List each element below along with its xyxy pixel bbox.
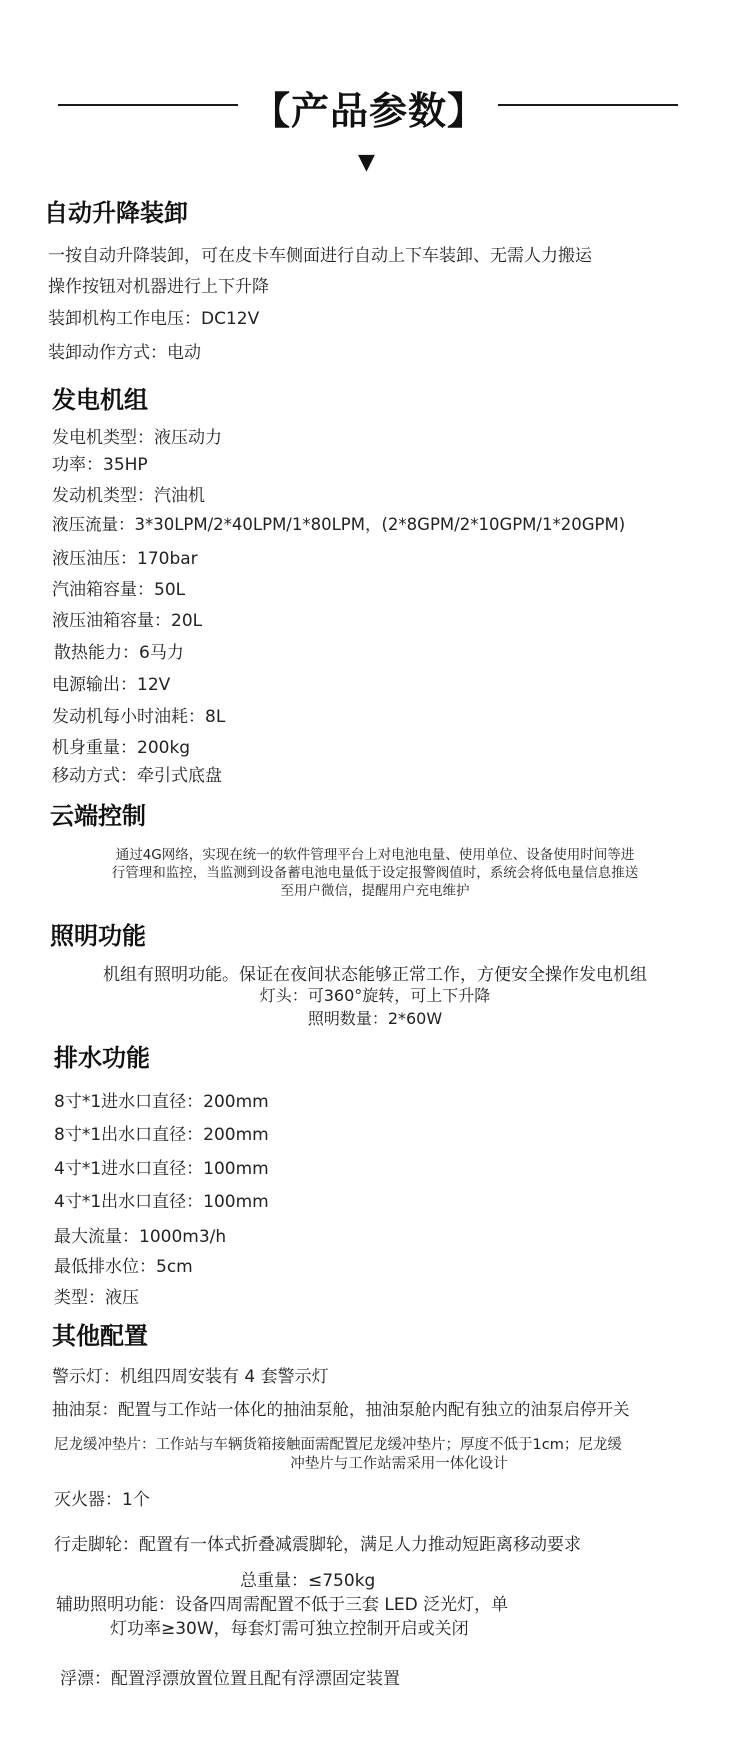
lighting-line: 灯头：可360°旋转，可上下升降 (259, 986, 491, 1005)
spec-line: 冲垫片与工作站需采用一体化设计 (290, 1456, 508, 1472)
section-heading-lighting: 照明功能 (50, 922, 146, 950)
spec-line: 散热能力：6马力 (54, 643, 184, 663)
down-arrow-icon: ▼ (358, 150, 375, 175)
spec-line: 抽油泵：配置与工作站一体化的抽油泵舱，抽油泵舱内配有独立的油泵启停开关 (52, 1400, 630, 1419)
spec-line: 浮漂：配置浮漂放置位置且配有浮漂固定装置 (60, 1669, 400, 1689)
page-title: 【产品参数】 (252, 89, 487, 133)
section-heading-cloud-control: 云端控制 (50, 802, 146, 830)
lighting-line: 照明数量：2*60W (307, 1009, 443, 1028)
spec-line: 机身重量：200kg (52, 738, 191, 758)
spec-line: 8寸*1出水口直径：200mm (54, 1125, 269, 1145)
spec-line: 发动机类型：汽油机 (52, 486, 205, 506)
spec-line: 发电机类型：液压动力 (52, 428, 222, 448)
spec-line: 功率：35HP (52, 455, 148, 475)
cloud-desc-line: 行管理和监控，当监测到设备蓄电池电量低于设定报警阀值时，系统会将低电量信息推送 (111, 865, 639, 881)
section-heading-other-config: 其他配置 (52, 1322, 148, 1350)
spec-line: 最低排水位：5cm (54, 1257, 193, 1277)
spec-line: 液压油箱容量：20L (52, 611, 203, 631)
spec-line: 一按自动升降装卸，可在皮卡车侧面进行自动上下车装卸、无需人力搬运 (48, 246, 592, 266)
title-rule-left (58, 104, 238, 106)
spec-line: 辅助照明功能：设备四周需配置不低于三套 LED 泛光灯，单 (56, 1595, 509, 1615)
title-rule-right (498, 104, 678, 106)
section-heading-drainage: 排水功能 (54, 1044, 150, 1072)
spec-line: 行走脚轮：配置有一体式折叠减震脚轮，满足人力推动短距离移动要求 (54, 1535, 581, 1555)
spec-line: 4寸*1出水口直径：100mm (54, 1192, 269, 1212)
spec-line: 发动机每小时油耗：8L (52, 707, 226, 727)
spec-line: 尼龙缓冲垫片：工作站与车辆货箱接触面需配置尼龙缓冲垫片；厚度不低于1cm；尼龙缓 (54, 1437, 622, 1453)
spec-line: 类型：液压 (54, 1288, 139, 1308)
spec-line: 操作按钮对机器进行上下升降 (48, 277, 269, 297)
spec-line: 液压油压：170bar (52, 549, 198, 569)
cloud-desc-line: 至用户微信，提醒用户充电维护 (280, 883, 470, 899)
spec-line: 总重量：≤750kg (240, 1571, 376, 1591)
spec-line: 警示灯：机组四周安装有 4 套警示灯 (52, 1367, 329, 1387)
spec-line: 汽油箱容量：50L (52, 580, 186, 600)
spec-line: 电源输出：12V (52, 675, 171, 695)
spec-line: 灯功率≥30W，每套灯需可独立控制开启或关闭 (110, 1619, 469, 1639)
section-heading-generator: 发电机组 (52, 386, 148, 414)
spec-line: 灭火器：1个 (54, 1490, 150, 1510)
spec-line: 4寸*1进水口直径：100mm (54, 1159, 269, 1179)
spec-line: 装卸机构工作电压：DC12V (48, 309, 260, 329)
spec-line: 液压流量：3*30LPM/2*40LPM/1*80LPM，(2*8GPM/2*10GPM/1*20GPM) (52, 515, 626, 534)
spec-line: 装卸动作方式：电动 (48, 343, 201, 363)
section-heading-auto-lift: 自动升降装卸 (44, 199, 188, 227)
lighting-line: 机组有照明功能。保证在夜间状态能够正常工作，方便安全操作发电机组 (103, 965, 647, 985)
spec-line: 8寸*1进水口直径：200mm (54, 1092, 269, 1112)
cloud-desc-line: 通过4G网络，实现在统一的软件管理平台上对电池电量、使用单位、设备使用时间等进 (115, 847, 635, 863)
spec-line: 最大流量：1000m3/h (54, 1227, 227, 1247)
spec-line: 移动方式：牵引式底盘 (52, 766, 222, 786)
